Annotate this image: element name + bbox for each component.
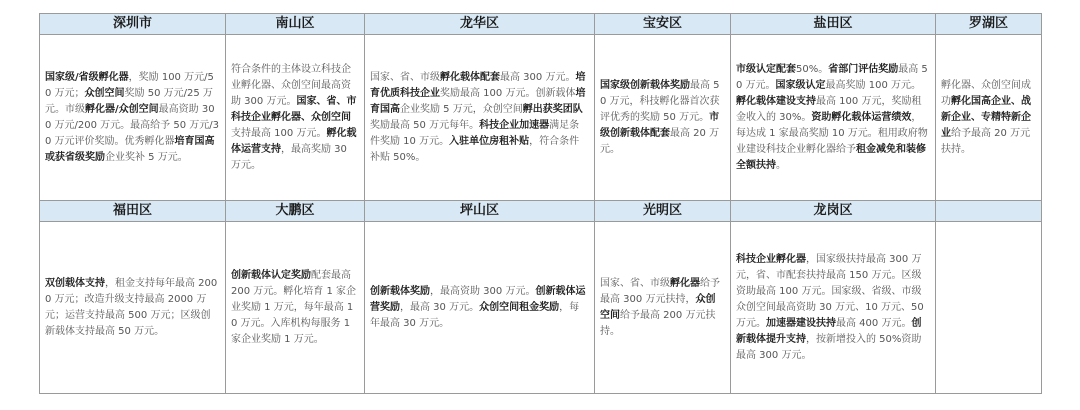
- policy-highlight: 众创空间租金奖励: [479, 301, 560, 313]
- policy-text: 符合条件的主体设立科技企业孵化器、众创空间最高资助 300 万元。: [231, 63, 351, 107]
- header-row: [40, 201, 1042, 222]
- header-longgang: 龙岗区: [731, 201, 936, 222]
- policy-text: ，奖励 100 万元/50 万元；: [45, 71, 214, 99]
- policy-highlight: 国家级/省级孵化器: [45, 71, 129, 83]
- policy-text: ，最高奖励 30 万元。: [231, 143, 347, 171]
- cell-shenzhen: [40, 35, 226, 201]
- cell-baoan: [595, 35, 731, 201]
- policy-text: ，每达成 1 家最高奖励 10 万元。: [736, 111, 922, 139]
- policy-highlight: 众创空间: [84, 87, 125, 99]
- policy-text: 最高 50 万元。: [736, 63, 928, 91]
- policy-highlight: 入驻单位房租补贴: [449, 135, 530, 147]
- policy-text: 企业奖补 5 万元。: [105, 151, 188, 163]
- cell-longgang: [731, 222, 936, 394]
- policy-text: 奖励最高 50 万元每年。: [370, 119, 480, 131]
- cell-empty: [936, 222, 1042, 394]
- policy-highlight: 国家级认定: [775, 79, 826, 91]
- policy-text: 国家、省、市级: [370, 71, 440, 83]
- header-nanshan: 南山区: [226, 14, 365, 35]
- policy-highlight: 孵化载体配套: [440, 71, 500, 83]
- policy-text: ，最高 30 万元。: [400, 301, 480, 313]
- policy-highlight: 创新载体认定奖励: [231, 269, 311, 281]
- policy-text: 优秀孵化器: [124, 135, 175, 147]
- policy-highlight: 双创载体支持: [45, 277, 105, 289]
- policy-text: 奖励最高 100 万元。: [440, 87, 536, 99]
- cell-nanshan: [226, 35, 365, 201]
- header-guangming: 光明区: [595, 201, 731, 222]
- policy-text: ，最高资助 300 万元。: [430, 285, 536, 297]
- policy-text: 最高 300 万元。: [500, 71, 576, 83]
- policy-text: 给予最高 200 万元扶持。: [600, 309, 716, 337]
- policy-text: 给予最高 20 万元扶持。: [941, 127, 1031, 155]
- policy-highlight: 孵化器/众创空间: [85, 103, 159, 115]
- policy-text: 国家、省、市级: [600, 277, 670, 289]
- policy-highlight: 租金减免和装修全额扶持: [736, 143, 926, 171]
- header-futian: 福田区: [40, 201, 226, 222]
- content-row: [40, 35, 1042, 201]
- policy-highlight: 加速器建设扶持: [766, 317, 836, 329]
- header-row: [40, 14, 1042, 35]
- policy-text: 满足条件奖励 10 万元。: [370, 119, 580, 147]
- policy-highlight: 国家级创新载体奖励: [600, 79, 690, 91]
- cell-futian: [40, 222, 226, 394]
- policy-highlight: 科技企业加速器: [479, 119, 550, 131]
- policy-text: 最高 50 万元，科技孵化器首次获评优秀的奖励 50 万元。: [600, 79, 720, 123]
- policy-highlight: 培育国高或获省级奖励: [45, 135, 215, 163]
- policy-text: 配套最高 200 万元。: [231, 269, 351, 297]
- policy-highlight: 培育优质科技企业: [370, 71, 586, 99]
- policy-highlight: 培育国高: [370, 87, 586, 115]
- policy-text: 奖励 50 万元/25 万元。: [45, 87, 213, 115]
- policy-text: 最高奖励 100 万元。: [825, 79, 921, 91]
- policy-highlight: 市级认定配套: [736, 63, 796, 75]
- cell-pingshan: [365, 222, 595, 394]
- header-pingshan: 坪山区: [365, 201, 595, 222]
- policy-highlight: 孵化器: [670, 277, 700, 289]
- policy-highlight: 省部门评估奖励: [828, 63, 899, 75]
- policy-text: ，按新增投入的 50%资助最高 300 万元。: [736, 333, 922, 361]
- incentive-policy-table: [39, 13, 1042, 394]
- cell-yantian: [731, 35, 936, 201]
- policy-highlight: 创新载体运营奖励: [370, 285, 586, 313]
- policy-highlight: 孵出获奖团队: [522, 103, 583, 115]
- policy-highlight: 创新载体奖励: [370, 285, 430, 297]
- policy-text: 。: [776, 159, 786, 171]
- header-baoan: 宝安区: [595, 14, 731, 35]
- header-dapeng: 大鹏区: [226, 201, 365, 222]
- policy-highlight: 众创空间: [600, 293, 716, 321]
- content-row: [40, 222, 1042, 394]
- cell-longhua: [365, 35, 595, 201]
- policy-text: 最高 100 万元，奖励租金收入的 30%。: [736, 95, 922, 123]
- policy-text: ，租金支持每年最高 2000 万元；改造升级支持最高 2000 万元；运营支持最高 500 万元；区级创新载体支持最高 50 万元。: [45, 277, 218, 337]
- policy-highlight: 科技企业孵化器: [736, 253, 806, 265]
- policy-text: 支持最高 100 万元。: [231, 127, 327, 139]
- policy-text: ，国家级扶持最高 300 万元，省、市配套扶持最高 150 万元。区级资助最高 100 万元。国家级、省级、市级众创空间最高资助 30 万元、10 万元、50 万元。: [736, 253, 924, 329]
- policy-highlight: 国家、省、市科技企业孵化器、众创空间: [231, 95, 357, 123]
- cell-guangming: [595, 222, 731, 394]
- policy-text: ，符合条件补贴 50%。: [370, 135, 580, 163]
- policy-text: 企业奖励 5 万元，众创空间: [400, 103, 523, 115]
- header-luohu: 罗湖区: [936, 14, 1042, 35]
- policy-highlight: 市级创新载体配套: [600, 111, 720, 139]
- policy-highlight: 孵化国高企业、战新企业、专精特新企业: [941, 95, 1031, 139]
- policy-highlight: 孵化载体运营支持: [231, 127, 357, 155]
- policy-text: 最高 20 万元。: [600, 127, 720, 155]
- header-yantian: 盐田区: [731, 14, 936, 35]
- cell-luohu: [936, 35, 1042, 201]
- policy-text: 最高 400 万元。: [836, 317, 912, 329]
- header-longhua: 龙华区: [365, 14, 595, 35]
- cell-dapeng: [226, 222, 365, 394]
- policy-text: 给予最高 300 万元扶持，: [600, 277, 720, 305]
- policy-text: 最高资助 300 万元/200 万元。最高给予 50 万元/30 万元评价奖励。: [45, 103, 219, 147]
- header-empty: [936, 201, 1042, 222]
- policy-highlight: 资助孵化载体运营绩效: [811, 111, 912, 123]
- policy-highlight: 孵化载体建设支持: [736, 95, 816, 107]
- policy-text: 租用政府物业建设科技企业孵化器给予: [736, 127, 928, 155]
- policy-text: 50%。: [796, 63, 829, 75]
- policy-highlight: 创新载体提升支持: [736, 317, 922, 345]
- policy-text: 创新载体: [535, 87, 576, 99]
- policy-text: 孵化器、众创空间成功: [941, 79, 1031, 107]
- policy-text: ，每年最高 30 万元。: [370, 301, 580, 329]
- policy-text: 市级: [65, 103, 85, 115]
- header-shenzhen: 深圳市: [40, 14, 226, 35]
- policy-text: 孵化培育 1 家企业奖励 1 万元，每年最高 10 万元。入库机构每服务 1 家企业奖励 1 万元。: [231, 285, 356, 345]
